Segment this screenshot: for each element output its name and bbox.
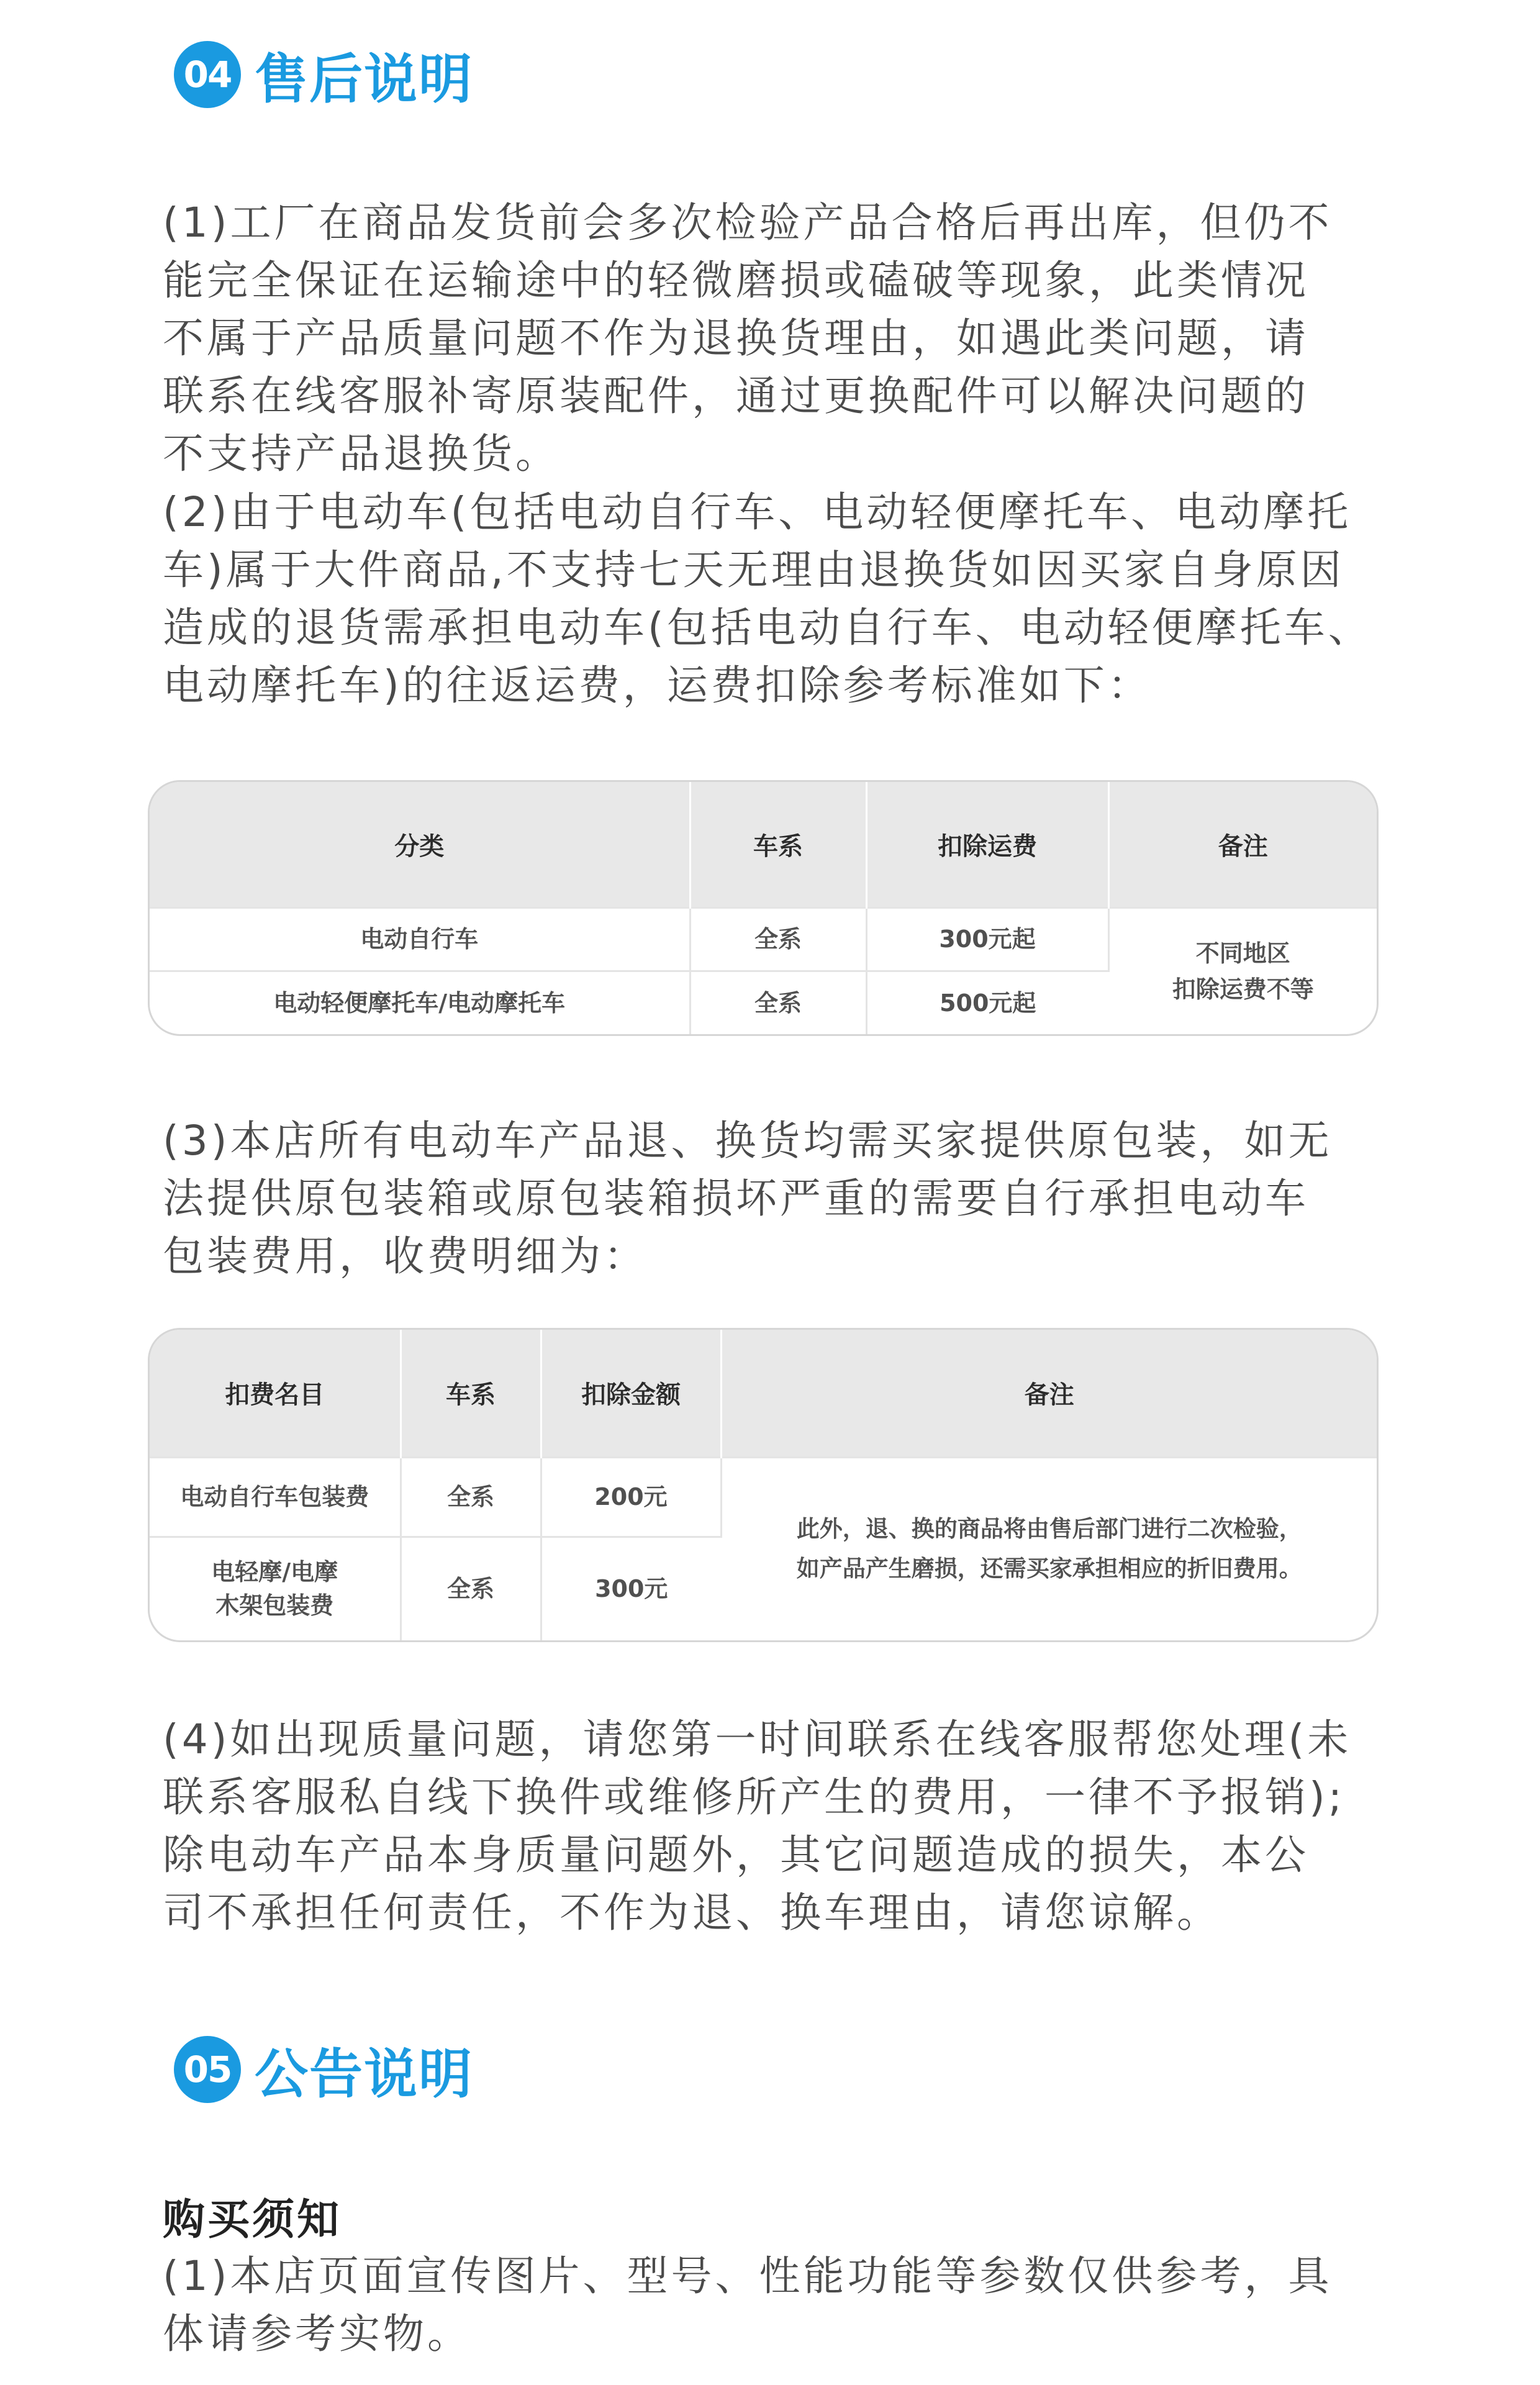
paragraph-line: (1)工厂在商品发货前会多次检验产品合格后再出库，但仍不 bbox=[163, 199, 1333, 247]
paragraph-line: 不支持产品退换货。 bbox=[163, 430, 559, 478]
note-line: 扣除运费不等 bbox=[1172, 975, 1314, 1003]
table-cell: 300元 bbox=[541, 1537, 721, 1640]
paragraph-line: (1)本店页面宣传图片、型号、性能功能等参数仅供参考，具 bbox=[163, 2252, 1333, 2300]
paragraph-line: 体请参考实物。 bbox=[163, 2310, 471, 2358]
paragraph-2 bbox=[163, 483, 1374, 714]
table-cell: 全系 bbox=[401, 1457, 541, 1537]
paragraph-line: 车)属于大件商品,不支持七天无理由退换货如因买家自身原因 bbox=[163, 546, 1344, 594]
paragraph-line: 能完全保证在运输途中的轻微磨损或磕破等现象，此类情况 bbox=[163, 257, 1309, 304]
section-number-badge: 04 bbox=[174, 41, 241, 108]
table-cell: 500元起 bbox=[866, 971, 1108, 1034]
table-header: 分类 bbox=[150, 782, 690, 907]
table-cell: 全系 bbox=[690, 907, 866, 971]
paragraph-1 bbox=[163, 194, 1374, 483]
table-cell: 300元起 bbox=[866, 907, 1108, 971]
paragraph-line: (4)如出现质量问题，请您第一时间联系在线客服帮您处理(未 bbox=[163, 1715, 1352, 1763]
table-row bbox=[150, 907, 1377, 971]
paragraph-line: 包装费用，收费明细为： bbox=[163, 1232, 648, 1280]
paragraph-line: 法提供原包装箱或原包装箱损坏严重的需要自行承担电动车 bbox=[163, 1174, 1309, 1222]
table-header: 扣除金额 bbox=[541, 1330, 721, 1457]
cell-line: 电轻摩/电摩 bbox=[211, 1558, 338, 1586]
paragraph-line: 除电动车产品本身质量问题外，其它问题造成的损失，本公 bbox=[163, 1831, 1309, 1879]
paragraph-4 bbox=[163, 1710, 1374, 1942]
note-line: 此外，退、换的商品将由售后部门进行二次检验， bbox=[796, 1515, 1302, 1543]
section-title: 售后说明 bbox=[255, 48, 473, 111]
shipping-fee-table bbox=[148, 780, 1379, 1036]
purchase-notice-heading: 购买须知 bbox=[163, 2196, 342, 2245]
cell-line: 电动自行车包装费 bbox=[180, 1483, 369, 1510]
table-header: 扣费名目 bbox=[150, 1330, 401, 1457]
section-number-badge: 05 bbox=[174, 2036, 241, 2103]
paragraph-line: 联系客服私自线下换件或维修所产生的费用，一律不予报销); bbox=[163, 1773, 1345, 1821]
paragraph-line: 电动摩托车)的往返运费，运费扣除参考标准如下： bbox=[163, 661, 1152, 709]
table-note-cell bbox=[721, 1457, 1377, 1640]
table-cell: 200元 bbox=[541, 1457, 721, 1537]
section-header-announcement bbox=[174, 2032, 473, 2107]
paragraph-line: 司不承担任何责任，不作为退、换车理由，请您谅解。 bbox=[163, 1889, 1221, 1937]
table-cell bbox=[150, 1537, 401, 1640]
section-header-after-sales bbox=[174, 37, 473, 112]
table-header: 备注 bbox=[1108, 782, 1377, 907]
table-row bbox=[150, 1457, 1377, 1537]
table-header: 扣除运费 bbox=[866, 782, 1108, 907]
table-note-cell bbox=[1108, 907, 1377, 1034]
paragraph-5 bbox=[163, 2247, 1374, 2363]
paragraph-line: 不属于产品质量问题不作为退换货理由，如遇此类问题，请 bbox=[163, 314, 1309, 362]
table-cell: 全系 bbox=[690, 971, 866, 1034]
note-line: 不同地区 bbox=[1195, 939, 1290, 967]
paragraph-line: (2)由于电动车(包括电动自行车、电动轻便摩托车、电动摩托 bbox=[163, 488, 1352, 536]
paragraph-3 bbox=[163, 1112, 1374, 1285]
packaging-fee-table bbox=[148, 1328, 1379, 1642]
table-cell: 电动轻便摩托车/电动摩托车 bbox=[150, 971, 690, 1034]
table-header: 备注 bbox=[721, 1330, 1377, 1457]
table-cell: 电动自行车 bbox=[150, 907, 690, 971]
cell-line: 木架包装费 bbox=[215, 1592, 334, 1620]
note-line: 如产品产生磨损，还需买家承担相应的折旧费用。 bbox=[796, 1555, 1302, 1583]
paragraph-line: 造成的退货需承担电动车(包括电动自行车、电动轻便摩托车、 bbox=[163, 604, 1372, 652]
table-cell bbox=[150, 1457, 401, 1537]
table-header: 车系 bbox=[690, 782, 866, 907]
paragraph-line: 联系在线客服补寄原装配件，通过更换配件可以解决问题的 bbox=[163, 372, 1309, 420]
paragraph-line: (3)本店所有电动车产品退、换货均需买家提供原包装，如无 bbox=[163, 1117, 1333, 1165]
section-title: 公告说明 bbox=[255, 2043, 473, 2106]
table-header: 车系 bbox=[401, 1330, 541, 1457]
table-cell: 全系 bbox=[401, 1537, 541, 1640]
